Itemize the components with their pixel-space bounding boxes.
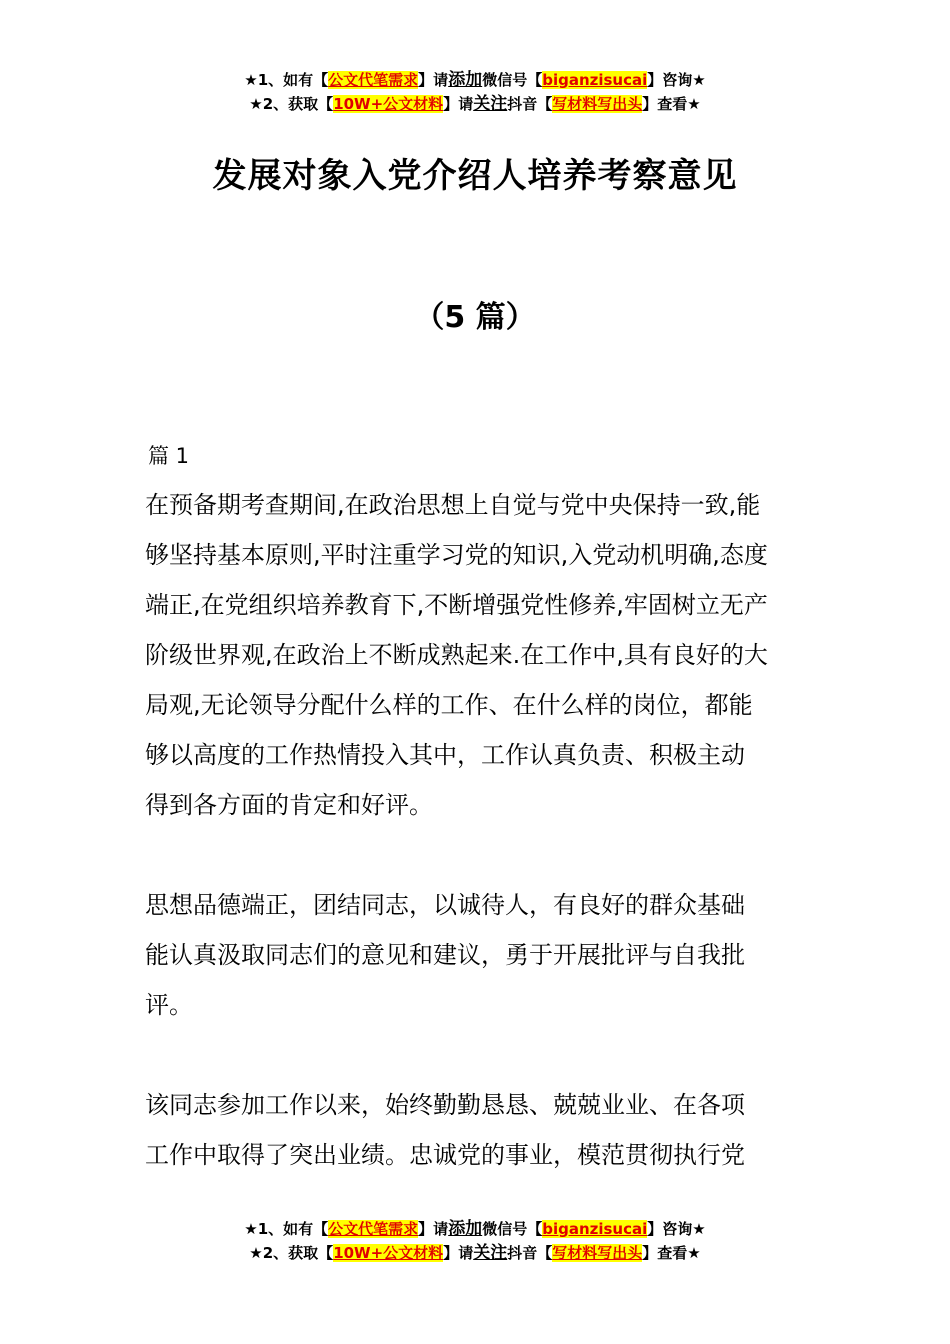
promo-highlight: biganzisucai <box>542 71 648 89</box>
promo-emphasis: 添加 <box>448 70 483 90</box>
promo-text: 】请 <box>418 71 449 89</box>
promo-text: 】请 <box>443 1244 474 1262</box>
promo-line-1 <box>0 68 950 92</box>
paragraph-line: 评。 <box>145 991 193 1019</box>
paragraph-line: 该同志参加工作以来，始终勤勤恳恳、兢兢业业、在各项 <box>145 1091 745 1119</box>
promo-text: ★1、如有【 <box>244 71 329 89</box>
promo-text: ★1、如有【 <box>244 1220 329 1238</box>
promo-highlight: 公文代笔需求 <box>328 1220 419 1238</box>
promo-text: 抖音【 <box>507 95 553 113</box>
promo-highlight: 10W+公文材料 <box>333 95 444 113</box>
paragraph-line: 工作中取得了突出业绩。忠诚党的事业，模范贯彻执行党 <box>145 1141 745 1169</box>
promo-text: 微信号【 <box>482 1220 543 1238</box>
paragraph-line: 阶级世界观,在政治上不断成熟起来.在工作中,具有良好的大 <box>145 641 768 669</box>
promo-text: 】请 <box>418 1220 449 1238</box>
promo-banner-top <box>0 68 950 116</box>
promo-highlight: biganzisucai <box>542 1220 648 1238</box>
promo-text: 】请 <box>443 95 474 113</box>
promo-emphasis: 添加 <box>448 1219 483 1239</box>
paragraph-line: 局观,无论领导分配什么样的工作、在什么样的岗位，都能 <box>145 691 753 719</box>
promo-text: 】查看★ <box>642 1244 701 1262</box>
promo-emphasis: 关注 <box>473 94 508 114</box>
promo-text: 微信号【 <box>482 71 543 89</box>
promo-highlight: 写材料写出头 <box>552 95 643 113</box>
promo-banner-bottom <box>0 1217 950 1265</box>
paragraph-line: 够以高度的工作热情投入其中，工作认真负责、积极主动 <box>145 741 745 769</box>
promo-text: ★2、获取【 <box>249 95 334 113</box>
promo-highlight: 10W+公文材料 <box>333 1244 444 1262</box>
promo-line-1 <box>0 1217 950 1241</box>
paragraph-line: 在预备期考查期间,在政治思想上自觉与党中央保持一致,能 <box>145 491 761 519</box>
paragraph <box>145 480 825 830</box>
paragraph-line: 够坚持基本原则,平时注重学习党的知识,入党动机明确,态度 <box>145 541 768 569</box>
promo-text: 】咨询★ <box>647 1220 706 1238</box>
paragraph-line: 思想品德端正，团结同志，以诚待人，有良好的群众基础 <box>145 891 745 919</box>
promo-text: ★2、获取【 <box>249 1244 334 1262</box>
paragraph-line: 得到各方面的肯定和好评。 <box>145 791 433 819</box>
document-subtitle: （5 篇） <box>414 300 536 335</box>
paragraph-line: 端正,在党组织培养教育下,不断增强党性修养,牢固树立无产 <box>145 591 768 619</box>
paragraph-line: 能认真汲取同志们的意见和建议，勇于开展批评与自我批 <box>145 941 745 969</box>
paragraph <box>145 1080 825 1180</box>
document-body <box>145 480 825 1230</box>
promo-text: 抖音【 <box>507 1244 553 1262</box>
promo-emphasis: 关注 <box>473 1243 508 1263</box>
paragraph <box>145 880 825 1030</box>
document-title: 发展对象入党介绍人培养考察意见 <box>212 156 738 196</box>
promo-highlight: 公文代笔需求 <box>328 71 419 89</box>
section-heading: 篇 1 <box>148 444 190 468</box>
promo-highlight: 写材料写出头 <box>552 1244 643 1262</box>
promo-text: 】咨询★ <box>647 71 706 89</box>
promo-text: 】查看★ <box>642 95 701 113</box>
promo-line-2 <box>0 92 950 116</box>
promo-line-2 <box>0 1241 950 1265</box>
